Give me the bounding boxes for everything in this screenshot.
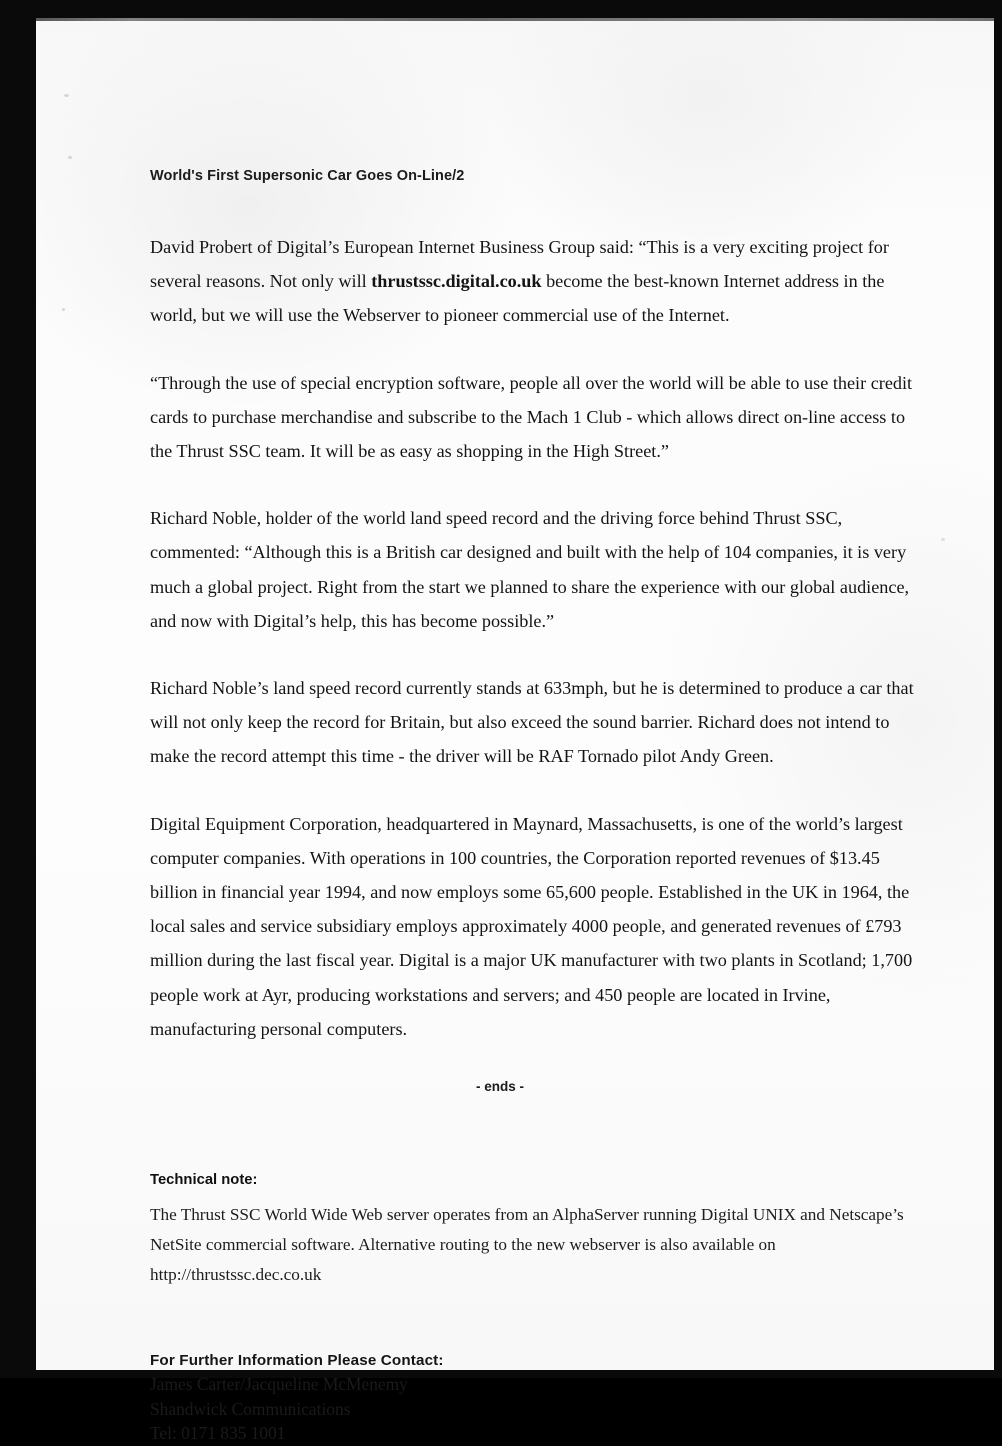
contact-organisation: Shandwick Communications bbox=[150, 1398, 351, 1419]
ends-marker: - ends - bbox=[475, 1079, 524, 1095]
scan-speck bbox=[941, 538, 945, 541]
scan-speck bbox=[64, 94, 69, 97]
scan-speck bbox=[62, 308, 65, 311]
paragraph-text-segment: become the best-known Internet address in the world, but we will use the Webserver to pioneer commercial use of the Internet. bbox=[150, 271, 885, 326]
paragraph-probert-quote bbox=[150, 230, 920, 333]
scan-speck bbox=[68, 156, 72, 159]
paragraph-text-segment: David Probert of Digital’s European Internet Business Group said: “This is a very exciting project for several reasons. Not only will bbox=[150, 237, 889, 292]
contact-names: James Carter/Jacqueline McMenemy bbox=[150, 1374, 408, 1395]
contact-block bbox=[150, 1352, 920, 1446]
document-body bbox=[150, 168, 920, 1446]
contact-telephone: Tel: 0171 835 1001 bbox=[150, 1423, 286, 1444]
scanned-page bbox=[36, 18, 994, 1444]
paragraph-encryption-quote: “Through the use of special encryption software, people all over the world will be able to use their credit cards to purchase merchandise and subscribe to the Mach 1 Club - which allows direct on-line access to the Thrust SSC team. It will be as easy as shopping in the High Street.” bbox=[150, 372, 913, 462]
web-address-highlight: thrustssc.digital.co.uk bbox=[371, 271, 542, 292]
paragraph-richard-noble-quote: Richard Noble, holder of the world land speed record and the driving force behind Thrust SSC, commented: “Although this is a British car designed and built with the help of 104 companies, it is very much a global project. Right from the start we planned to share the experience with our global audience, and now with Digital’s help, this has become possible.” bbox=[150, 508, 910, 631]
paragraph-land-speed-record: Richard Noble’s land speed record currently stands at 633mph, but he is determined to produce a car that will not only keep the record for Britain, but also exceed the sound barrier. Richard does not intend to make the record attempt this time - the driver will be RAF Tornado pilot Andy Green. bbox=[150, 678, 914, 767]
running-header: World's First Supersonic Car Goes On-Line/2 bbox=[150, 168, 465, 184]
technical-note-heading: Technical note: bbox=[150, 1172, 258, 1189]
paragraph-digital-boilerplate: Digital Equipment Corporation, headquartered in Maynard, Massachusetts, is one of the world’s largest computer companies. With operations in 100 countries, the Corporation reported revenues of $13.45 billion in financial year 1994, and now employs some 65,600 people. Established in the UK in 1964, the local sales and service subsidiary employs approximately 4000 people, and generated revenues of £793 million during the last fiscal year. Digital is a major UK manufacturer with two plants in Scotland; 1,700 people work at Ayr, producing workstations and servers; and 450 people are located in Irvine, manufacturing personal computers. bbox=[150, 813, 913, 1039]
technical-note-body: The Thrust SSC World Wide Web server operates from an AlphaServer running Digital UNIX and Netscape’s NetSite commercial software. Alternative routing to the new webserver is also available on http://thrustssc.dec.co.uk bbox=[150, 1205, 904, 1285]
contact-heading: For Further Information Please Contact: bbox=[150, 1352, 444, 1370]
